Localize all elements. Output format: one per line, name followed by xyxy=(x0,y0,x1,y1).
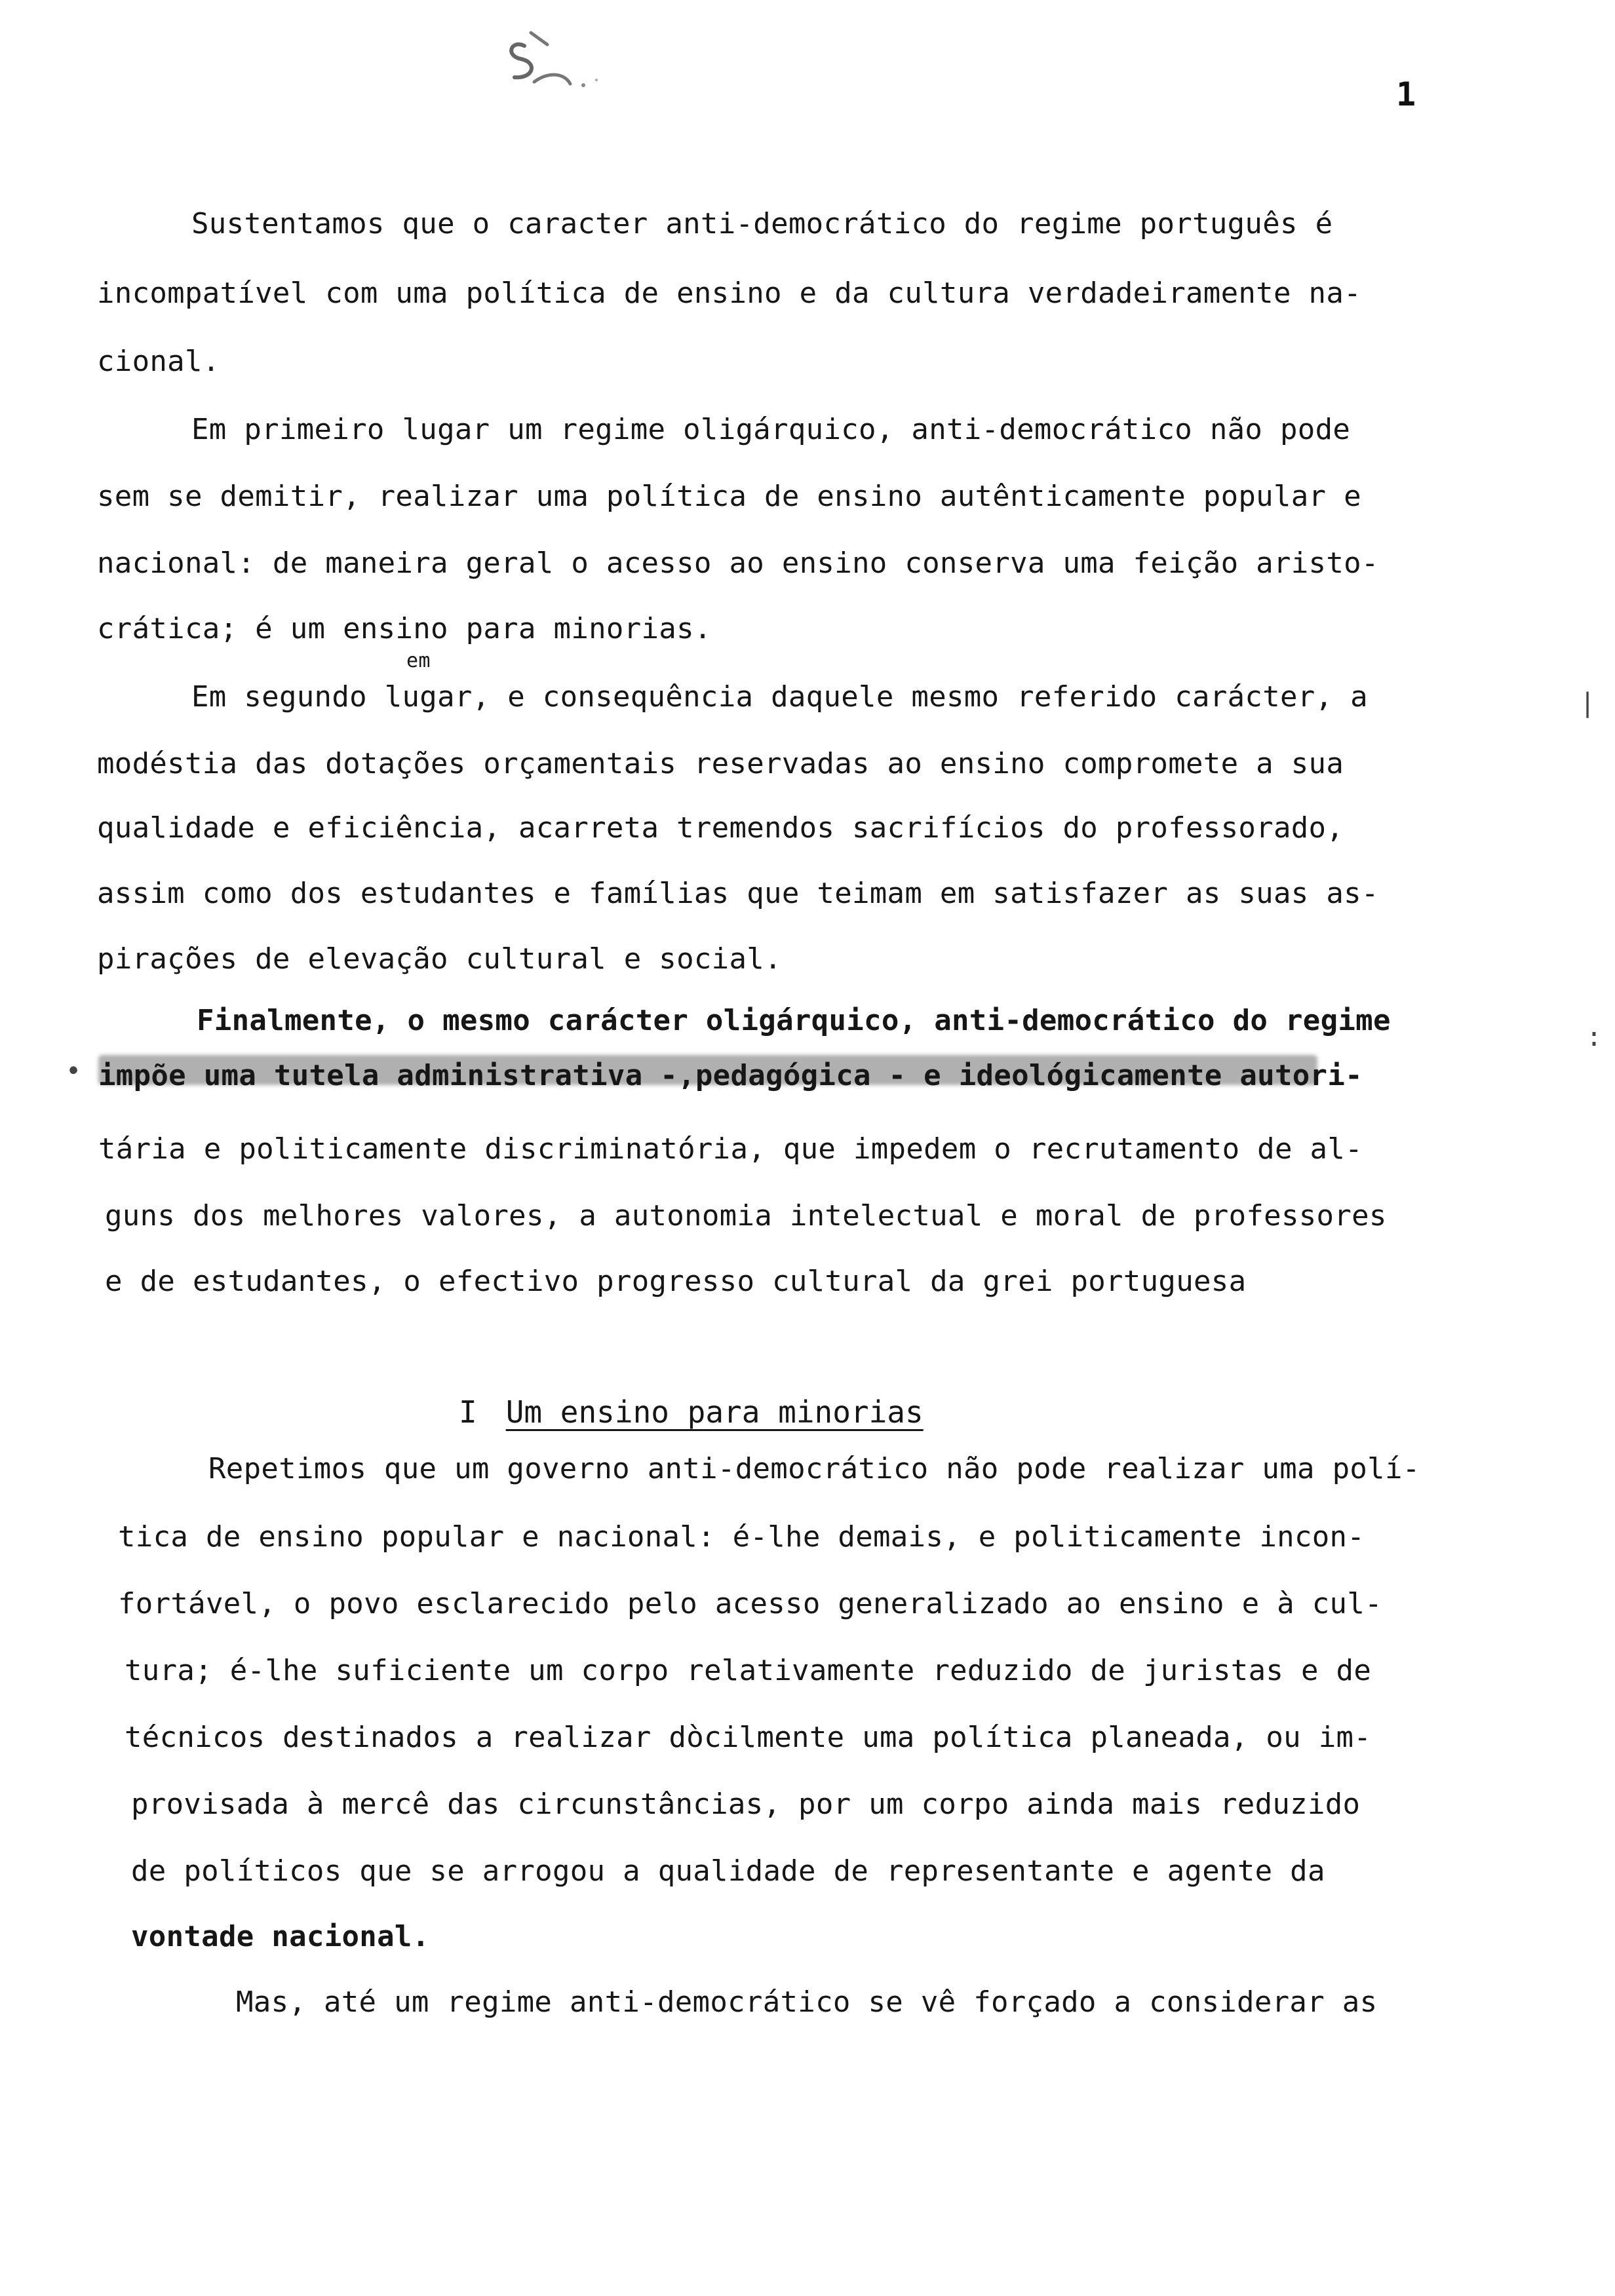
paragraph-4-line-2: impõe uma tutela administrativa -,pedagógica - e ideológicamente autori- xyxy=(98,1059,1363,1092)
paragraph-1-line-2: incompatível com uma política de ensino e da cultura verdadeiramente na- xyxy=(97,277,1361,310)
paragraph-4-line-5: e de estudantes, o efectivo progresso cultural da grei portuguesa xyxy=(105,1265,1247,1298)
paragraph-3-line-4: assim como dos estudantes e famílias que teimam em satisfazer as suas as- xyxy=(97,877,1379,910)
page-number: 1 xyxy=(1396,75,1416,113)
paragraph-3-line-3: qualidade e eficiência, acarreta tremendos sacrifícios do professorado, xyxy=(97,811,1344,845)
margin-speck: | xyxy=(1580,688,1596,718)
insertion-em: em xyxy=(406,649,431,672)
paragraph-5-line-6: provisada à mercê das circunstâncias, por um corpo ainda mais reduzido xyxy=(131,1788,1361,1821)
section-title: Um ensino para minorias xyxy=(505,1394,924,1430)
margin-speck: • xyxy=(66,1056,82,1086)
paragraph-3-line-5: pirações de elevação cultural e social. xyxy=(97,942,782,976)
section-number: I xyxy=(459,1394,477,1430)
paragraph-6-line-1: Mas, até um regime anti-democrático se vê forçado a considerar as xyxy=(236,1985,1378,2019)
paragraph-5-line-8: vontade nacional. xyxy=(131,1920,430,1953)
paragraph-5-line-3: fortável, o povo esclarecido pelo acesso generalizado ao ensino e à cul- xyxy=(118,1587,1382,1620)
paragraph-5-line-4: tura; é-lhe suficiente um corpo relativamente reduzido de juristas e de xyxy=(125,1654,1372,1687)
paragraph-4-line-1: Finalmente, o mesmo carácter oligárquico, anti-democrático do regime xyxy=(197,1004,1391,1037)
paragraph-4-line-4: guns dos melhores valores, a autonomia intelectual e moral de professores xyxy=(105,1199,1387,1233)
handwritten-annotation xyxy=(498,26,616,98)
paragraph-4-line-3: tária e politicamente discriminatória, que impedem o recrutamento de al- xyxy=(98,1132,1363,1166)
section-heading xyxy=(459,1392,924,1432)
paragraph-1-line-3: cional. xyxy=(97,345,220,378)
paragraph-3-line-2: modéstia das dotações orçamentais reservadas ao ensino compromete a sua xyxy=(97,747,1344,780)
paragraph-2-line-4: crática; é um ensino para minorias. xyxy=(97,612,712,645)
margin-speck: : xyxy=(1586,1022,1603,1052)
paragraph-2-line-2: sem se demitir, realizar uma política de ensino autênticamente popular e xyxy=(97,480,1361,513)
paragraph-5-line-7: de políticos que se arrogou a qualidade de representante e agente da xyxy=(131,1854,1325,1888)
paragraph-5-line-1: Repetimos que um governo anti-democrático não pode realizar uma polí- xyxy=(208,1452,1420,1485)
paragraph-5-line-2: tica de ensino popular e nacional: é-lhe demais, e politicamente incon- xyxy=(118,1520,1365,1554)
paragraph-5-line-5: técnicos destinados a realizar dòcilmente uma política planeada, ou im- xyxy=(125,1721,1372,1754)
paragraph-1-line-1: Sustentamos que o caracter anti-democrático do regime português é xyxy=(191,207,1333,240)
paragraph-2-line-1: Em primeiro lugar um regime oligárquico, anti-democrático não pode xyxy=(191,413,1351,446)
paragraph-3-line-1: Em segundo lugar, e consequência daquele mesmo referido carácter, a xyxy=(191,680,1368,714)
paragraph-2-line-3: nacional: de maneira geral o acesso ao ensino conserva uma feição aristo- xyxy=(97,546,1379,580)
